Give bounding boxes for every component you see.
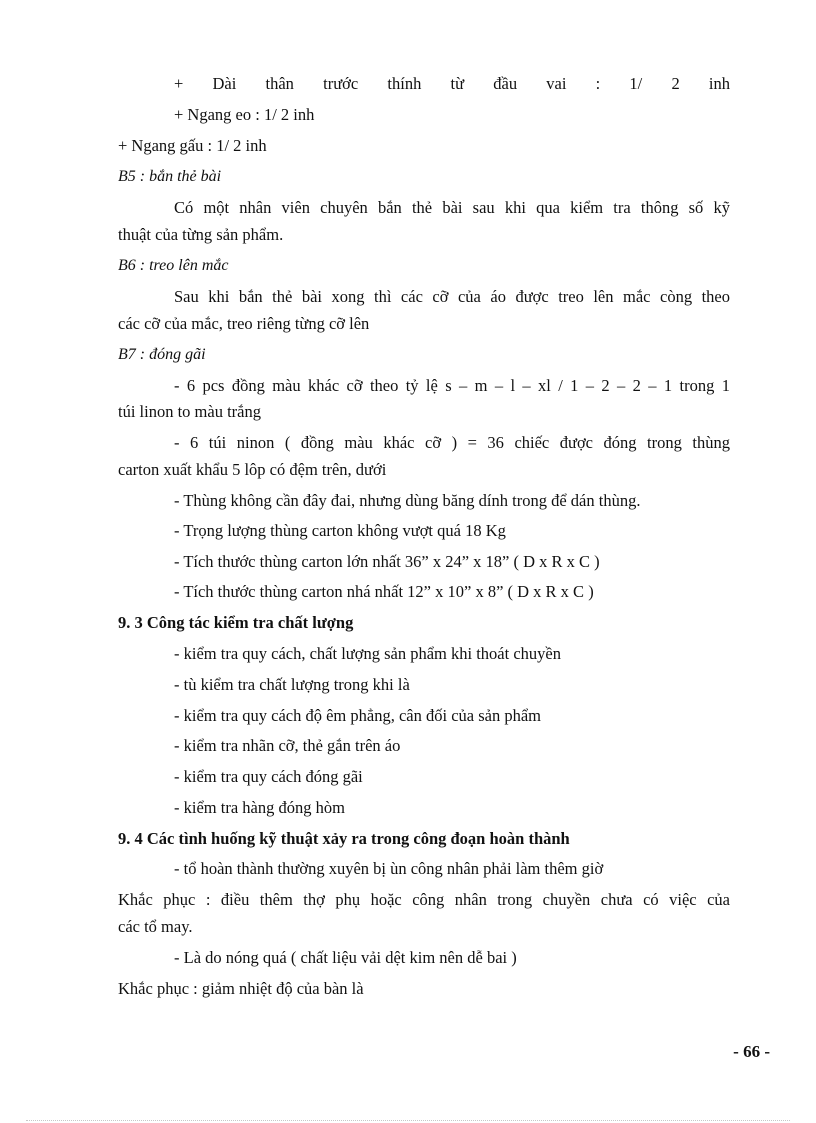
text-line: các tổ may. bbox=[118, 917, 193, 936]
list-item: - kiểm tra quy cách đóng gãi bbox=[174, 767, 363, 786]
list-item: - kiểm tra quy cách độ êm phẳng, cân đối của sản phẩm bbox=[174, 706, 541, 725]
text-line: Khắc phục : giảm nhiệt độ của bàn là bbox=[118, 979, 364, 998]
section-heading: 9. 3 Công tác kiểm tra chất lượng bbox=[118, 613, 354, 632]
text-line: - 6 túi ninon ( đồng màu khác cỡ ) = 36 chiếc được đóng trong thùng bbox=[174, 433, 730, 452]
list-item: - kiểm tra hàng đóng hòm bbox=[174, 798, 345, 817]
text-line: - Tích thước thùng carton lớn nhất 36” x 24” x 18” ( D x R x C ) bbox=[174, 552, 600, 571]
step-heading: B6 : treo lên mắc bbox=[118, 257, 229, 274]
text-line: - Là do nóng quá ( chất liệu vải dệt kim nên dễ bai ) bbox=[174, 948, 517, 967]
text-line: - 6 pcs đồng màu khác cỡ theo tỷ lệ s – m – l – xl / 1 – 2 – 2 – 1 trong 1 bbox=[174, 376, 730, 395]
text-line: - Thùng không cần đây đai, nhưng dùng băng dính trong để dán thùng. bbox=[174, 491, 641, 510]
list-item: - tù kiểm tra chất lượng trong khi là bbox=[174, 675, 410, 694]
text-line: + Dài thân trước thính từ đầu vai : 1/ 2 inh bbox=[174, 74, 730, 93]
text-line: Khắc phục : điều thêm thợ phụ hoặc công nhân trong chuyền chưa có việc của bbox=[118, 890, 730, 909]
text-line: túi linon to màu trắng bbox=[118, 402, 261, 421]
text-line: - Tích thước thùng carton nhá nhất 12” x 10” x 8” ( D x R x C ) bbox=[174, 582, 594, 601]
footer-divider bbox=[26, 1120, 790, 1121]
page-number: - 66 - bbox=[733, 1042, 770, 1061]
text-line: - Trọng lượng thùng carton không vượt quá 18 Kg bbox=[174, 521, 506, 540]
list-item: - kiểm tra quy cách, chất lượng sản phẩm khi thoát chuyền bbox=[174, 644, 561, 663]
text-line: + Ngang eo : 1/ 2 inh bbox=[174, 105, 315, 124]
step-heading: B7 : đóng gãi bbox=[118, 346, 206, 363]
step-heading: B5 : bắn thẻ bài bbox=[118, 168, 222, 185]
text-line: Sau khi bắn thẻ bài xong thì các cỡ của áo được treo lên mắc còng theo bbox=[174, 287, 730, 306]
section-heading: 9. 4 Các tình huống kỹ thuật xảy ra trong công đoạn hoàn thành bbox=[118, 829, 570, 848]
text-line: các cỡ của mắc, treo riêng từng cỡ lên bbox=[118, 314, 370, 333]
text-line: Có một nhân viên chuyên bắn thẻ bài sau khi qua kiểm tra thông số kỹ bbox=[174, 198, 730, 217]
text-line: carton xuất khẩu 5 lôp có đệm trên, dưới bbox=[118, 460, 387, 479]
list-item: - kiểm tra nhãn cỡ, thẻ gắn trên áo bbox=[174, 736, 401, 755]
text-line: + Ngang gấu : 1/ 2 inh bbox=[118, 136, 267, 155]
text-line: thuật của từng sản phẩm. bbox=[118, 225, 284, 244]
text-line: - tổ hoàn thành thường xuyên bị ùn công nhân phải làm thêm giờ bbox=[174, 859, 604, 878]
